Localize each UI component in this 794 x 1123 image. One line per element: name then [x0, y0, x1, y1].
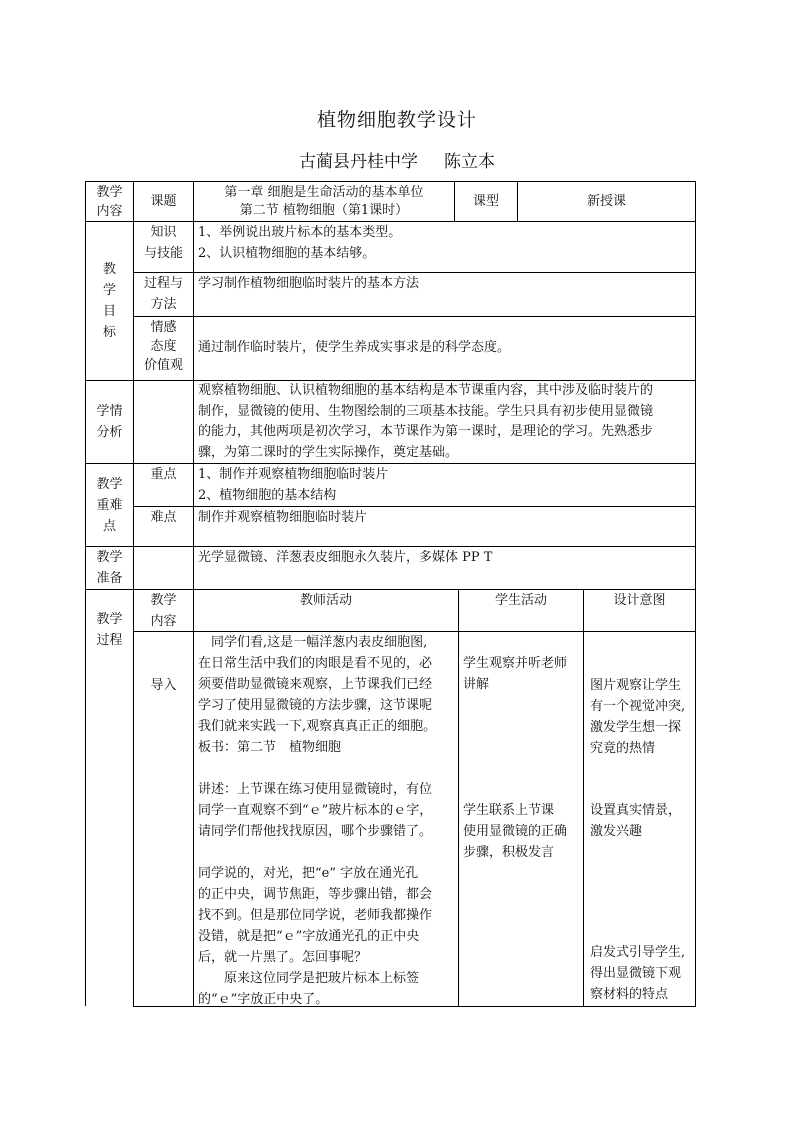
teacher-line: 找不到。但是那位同学说，老师我都操作: [198, 908, 433, 923]
emotion-label-line: 价值观: [143, 358, 183, 373]
teacher-line: 原来这位同学是把玻片标本上标签: [198, 971, 420, 986]
intent-line: 察材料的特点: [590, 987, 669, 1002]
chapter-title: 第一章 细胞是生命活动的基本单位: [224, 184, 424, 200]
teacher-line: 没错，就是把“ｅ”字放通光孔的正中央: [198, 929, 420, 944]
topic-label: 课题: [150, 194, 177, 209]
phase-label: 导入: [150, 678, 177, 693]
teacher-line: 同学们看,这是一幅洋葱内表皮细胞图,: [198, 635, 428, 650]
emotion-label: [134, 317, 193, 380]
prep-text: 光学显微镜、洋葱表皮细胞永久装片，多媒体 PP T: [198, 550, 493, 565]
intent-line: 得出显微镜下观: [590, 966, 682, 981]
focus-label-line: 点: [102, 518, 116, 534]
analysis-line: 骤，为第二课时的学生实际操作，奠定基础。: [198, 444, 459, 460]
student-line: 学生联系上节课: [463, 803, 555, 818]
design-intent-b: [584, 800, 695, 844]
difficulty-text: 制作并观察植物细胞临时装片: [198, 510, 368, 525]
student-line: 讲解: [463, 677, 490, 692]
student-line: 使用显微镜的正确: [463, 824, 568, 839]
knowledge-item: 2、认识植物细胞的基本结够。: [198, 246, 376, 261]
student-activity-a: [459, 653, 583, 697]
col-content-header-line: 内容: [150, 614, 177, 629]
process-label: [134, 273, 193, 316]
goals-label-char: 目: [102, 304, 116, 319]
teacher-line: 同学说的，对光，把“e” 字放在通光孔: [198, 866, 419, 881]
analysis-line: 制作，显微镜的使用、生物图绘制的三项基本技能。学生只具有初步使用显微镜: [198, 403, 654, 419]
analysis-line: 的能力，其他两项是初次学习，本节课作为第一课时，是理论的学习。先熟悉步: [198, 424, 654, 439]
teacher-activity: [194, 632, 458, 1006]
teacher-line: 后，就一片黑了。怎回事呢？: [198, 950, 368, 965]
lesson-type-value: 新授课: [586, 194, 626, 209]
student-activity-b: [459, 800, 583, 864]
analysis-text: [194, 381, 695, 463]
difficulty-label: 难点: [150, 510, 177, 525]
design-intent-a: [584, 675, 695, 761]
prep-label: [86, 547, 133, 589]
prep-label-line: 教学: [96, 550, 123, 565]
intent-line: 设置真实情景，: [590, 803, 682, 818]
content-label: 内容: [96, 203, 123, 219]
knowledge-items: [194, 222, 694, 272]
col-intent-header: 设计意图: [613, 593, 666, 608]
goals-label-char: 标: [102, 325, 116, 340]
knowledge-label-line: 知识: [150, 225, 177, 240]
section-title: 第二节 植物细胞（第1课时）: [239, 202, 409, 218]
process-label-line: 方法: [150, 297, 177, 312]
content-label-cell: [86, 182, 133, 221]
key-point: 2、植物细胞的基本结构: [198, 488, 337, 503]
col-teacher-header: 教师活动: [299, 593, 352, 608]
page-title: 植物细胞教学设计: [316, 109, 477, 131]
analysis-label: [86, 381, 133, 463]
intent-line: 启发式引导学生,: [590, 945, 686, 960]
teacher-line: 须要借助显微镜来观察，上节课我们已经: [198, 677, 433, 692]
author-line: [0, 147, 794, 172]
emotion-label-line: 情感: [150, 320, 177, 335]
goals-label-char: 学: [102, 283, 116, 298]
focus-label-line: 重难: [96, 497, 123, 513]
emotion-text: 通过制作临时装片，使学生养成实事求是的科学态度。: [198, 340, 511, 355]
focus-label-line: 教学: [96, 476, 123, 492]
intent-line: 图片观察让学生: [590, 678, 682, 693]
process-label-line: 过程与: [143, 276, 183, 291]
goals-label-char: 教: [102, 262, 116, 277]
process-section-label-line: 教学: [96, 612, 123, 627]
process-section-label: [86, 609, 133, 653]
teacher-line: 的正中央，调节焦距，等步骤出错，都会: [198, 887, 433, 902]
col-content-header-line: 教学: [150, 593, 177, 608]
analysis-line: 观察植物细胞、认识植物细胞的基本结构是本节课重内容，其中涉及临时装片的: [198, 383, 654, 398]
board-note: 板书：第二节 植物细胞: [198, 740, 342, 755]
teacher-line: 我们就来实践一下,观察真真正正的细胞。: [198, 719, 437, 734]
col-student-header: 学生活动: [494, 593, 547, 608]
analysis-label-line: 学情: [96, 404, 123, 419]
prep-label-line: 准备: [96, 571, 123, 586]
teacher-line: 请同学们帮他找找原因，哪个步骤错了。: [198, 824, 433, 839]
teacher-line: 学习了使用显微镜的方法步骤，这节课呢: [198, 698, 433, 713]
goals-label: [86, 222, 133, 380]
author-name: 陈立本: [444, 152, 495, 172]
design-intent-c: [584, 942, 695, 1006]
teacher-line: 同学一直观察不到“ｅ”玻片标本的ｅ字，: [198, 803, 433, 818]
teacher-line: 的“ｅ”字放正中央了。: [198, 992, 329, 1007]
teacher-line: 讲述：上节课在练习使用显微镜时，有位: [198, 782, 433, 797]
focus-label: [86, 464, 133, 546]
process-section-label-line: 过程: [96, 633, 123, 648]
knowledge-item: 1、举例说出玻片标本的基本类型。: [198, 225, 402, 240]
intent-line: 激发学生想一探: [590, 720, 682, 735]
lesson-type-label: 课型: [472, 194, 499, 209]
intent-line: 有一个视觉冲突,: [590, 699, 686, 714]
emotion-label-line: 态度: [150, 339, 177, 354]
teacher-line: 在日常生活中我们的肉眼是看不见的，必: [198, 656, 433, 671]
intent-line: 究竟的热情: [590, 741, 656, 756]
knowledge-label-line: 与技能: [143, 246, 183, 261]
student-line: 学生观察并听老师: [463, 656, 568, 671]
process-text: 学习制作植物细胞临时装片的基本方法: [198, 276, 420, 291]
key-point-label: 重点: [150, 467, 177, 482]
col-content-header: [134, 590, 193, 631]
school-name: 古蔺县丹桂中学: [299, 152, 418, 172]
student-line: 步骤，积极发言: [463, 845, 555, 860]
analysis-label-line: 分析: [96, 425, 123, 440]
key-points: [194, 464, 694, 506]
intent-line: 激发兴趣: [590, 824, 643, 839]
content-label: 教学: [96, 184, 123, 200]
topic-cell: [194, 182, 454, 221]
key-point: 1、制作并观察植物细胞临时装片: [198, 467, 389, 482]
knowledge-label: [134, 222, 193, 272]
